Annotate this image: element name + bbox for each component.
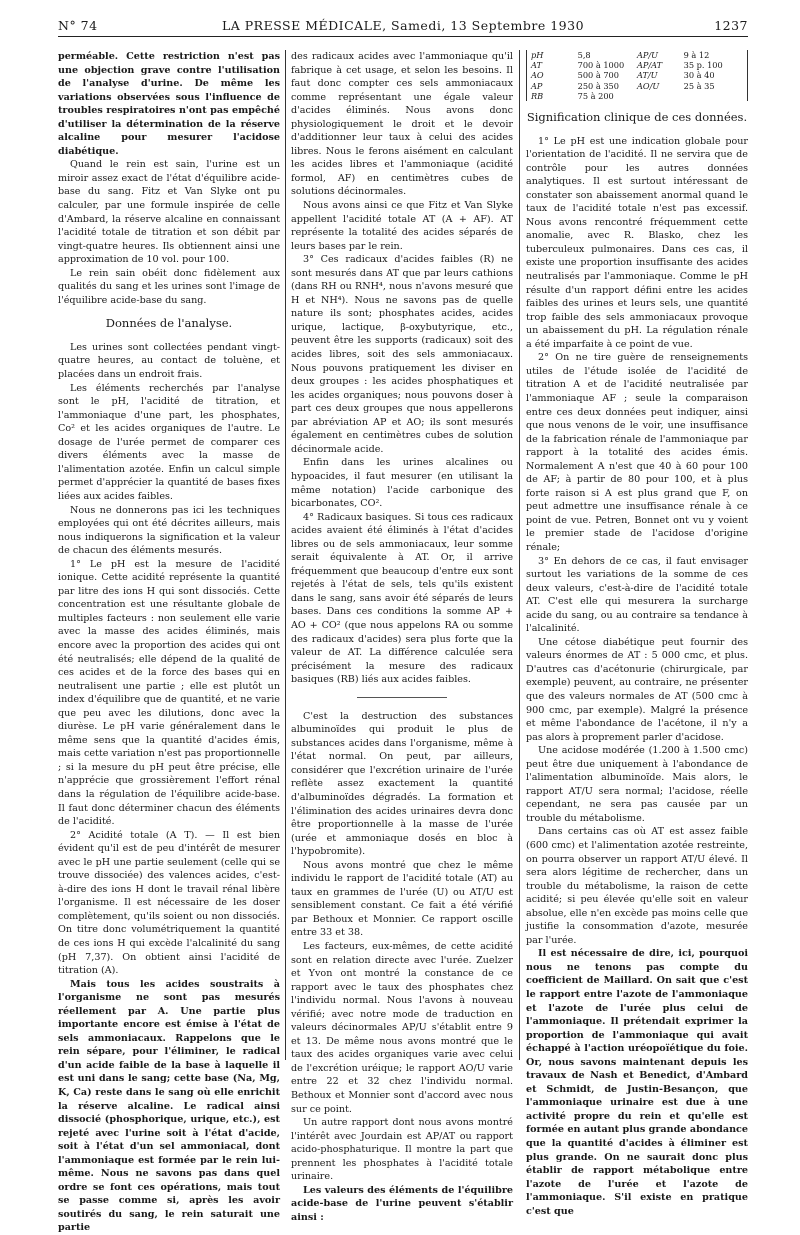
page-folio: 1237 [714,18,748,33]
column-3 [526,50,748,1217]
table-row [531,81,743,91]
paragraph: Dans certains cas où AT est assez faible (600 cmc) et l'alimentation azotée restreinte, on pourra observer un rapport AT/U élevé. Il sera alors légitime de rechercher, dans un trouble du métabolisme, la raison de cette acidité; si peu élevée qu'elle soit en valeur absolue, elle n'en excède pas moins celle que justifie la consommation d'azote, mesurée par l'urée. [526,826,748,946]
table-cell [637,91,684,101]
paragraph: 2° On ne tire guère de renseignements utiles de l'étude isolée de l'acidité de titration A et de l'acidité neutralisée par l'ammoniaque AF ; seule la comparaison entre ces deux données peut indiquer, ainsi que nous venons de le voir, une insuffisance de la fabrication rénale de l'ammoniaque par rapport à la totalité des acides émis. Normalement A n'est que 40 à 60 pour 100 de AF; à partir de 80 pour 100, et à plus forte raison si A est plus grand que F, on peut admettre une insuffisance rénale à ce point de vue. Petren, Bonnet ont vu y voient le premier stade de l'acidose d'origine rénale; [526,352,748,553]
table-cell: AT/U [636,70,658,81]
table-cell: RB [531,90,544,101]
paragraph: 3° En dehors de ce cas, il faut envisager surtout les variations de la somme de ces deux valeurs, c'est-à-dire de l'acidité totale AT. C'est elle qui mesurera la surcharge acide du sang, ou au contraire sa tendance à l'alcalinité. [526,555,748,635]
running-header [58,18,748,34]
table-cell: AP [531,80,543,91]
table-cell: 25 à 35 [683,80,715,91]
paragraph: Les valeurs des éléments de l'équilibre acide-base de l'urine peuvent s'établir ainsi : [291,1184,513,1223]
section-heading: Signification clinique de ces données. [526,110,748,125]
paragraph: Nous avons ainsi ce que Fitz et Van Slyke appellent l'acidité totale AT (A + AF). AT représente la totalité des acides séparés de leurs bases par le rein. [291,200,513,252]
table-row [531,60,743,70]
table-cell: AO [531,70,544,81]
paragraph: Enfin dans les urines alcalines ou hypoacides, il faut mesurer (en utilisant la même notation) l'acide carbonique des bicarbonates, CO². [291,457,513,510]
paragraph: Une acidose modérée (1.200 à 1.500 cmc) peut être due uniquement à l'abondance de l'alimentation albuminoïde. Mais alors, le rapport AT/U sera normal; l'acidose, réelle cependant, ne sera pas causée par un trouble du métabolisme. [526,745,748,824]
table-cell: AP/U [636,50,659,60]
table-cell: 75 à 200 [577,90,614,101]
paragraph: Nous ne donnerons pas ici les techniques employées qui ont été décrites ailleurs, mais nous indiquerons la signification et la valeur de chacun des éléments mesurés. [58,504,280,557]
paragraph: 4° Radicaux basiques. Si tous ces radicaux acides avaient été éliminés à l'état d'acides libres ou de sels ammoniacaux, leur somme serait équivalente à AT. Or, il arrive fréquemment que beaucoup d'entre eux sont rejetés à l'état de sels, tels qu'ils existent dans le sang, sans avoir été séparés de leurs bases. Dans ces conditions la somme AP + AO + CO² (que nous appelons RA ou somme des radicaux d'acides) sera plus forte que la valeur de AT. La différence calculée sera précisément la mesure des radicaux basiques (RB) liés aux acides faibles. [291,511,513,686]
paragraph: 2° Acidité totale (A T). — Il est bien évident qu'il est de peu d'intérêt de mesurer avec le pH une partie seulement (celle qui se trouve dissociée) des valences acides, c'est-à-dire des ions H dont le travail rénal libère l'organisme. Il est nécessaire de les doser complètement, qu'ils soient ou non dissociés. On titre donc volumétriquement la quantité de ces ions H qui excède l'alcalinité du sang (pH 7,37). On obtient ainsi l'acidité de titration (A). [58,829,280,977]
paragraph: des radicaux acides avec l'ammoniaque qu'il fabrique à cet usage, et selon les besoins. Il faut donc compter ces sels ammoniacaux comme représentant une égale valeur d'acides éliminés. Nous avons donc physiologiquement le droit et le devoir d'additionner leur taux à celui des acides libres. Nous le ferons aisément en calculant les acides libres et l'ammoniaque (acidité formol, AF) en centimètres cubes de solutions décinormales. [291,51,513,198]
paragraph: 1° Le pH est la mesure de l'acidité ionique. Cette acidité représente la quantité par litre des ions H qui sont dissociés. Cette concentration est une résultante globale de multiples facteurs : non seulement elle varie avec la masse des acides éliminés, mais encore avec la proportion des acides qui ont été neutralisés; elle dépend de la qualité de ces acides et de la force des bases qui en neutralisent une partie ; elle est plutôt un index d'équilibre que de quantité, et ne varie que peu avec les dilutions, donc avec la diurèse. Le pH varie généralement dans le même sens que la quantité d'acides émis, mais cette variation n'est pas proportionnelle ; si la mesure du pH peut être précise, elle n'apprécie que grossièrement l'effort rénal dans la régulation de l'équilibre acide-base. Il faut donc déterminer chacun des éléments de l'acidité. [58,558,280,828]
journal-title: LA PRESSE MÉDICALE, Samedi, 13 Septembre 1930 [221,18,585,33]
table-cell: AO/U [636,80,660,91]
values-table [531,50,743,101]
paragraph: C'est la destruction des substances albuminoïdes qui produit le plus de substances acides dans l'organisme, même à l'état normal. On peut, par ailleurs, considérer que l'excrétion urinaire de l'urée reflète assez exactement la quantité d'albuminoïdes dégradés. La formation et l'élimination des acides urinaires devra donc être proportionnelle à la masse de l'urée (urée et ammoniaque dosés en bloc à l'hypobromite). [291,710,513,858]
section-heading: Données de l'analyse. [105,316,233,331]
paragraph: Nous avons montré que chez le même individu le rapport de l'acidité totale (AT) au taux en grammes de l'urée (U) ou AT/U est sensiblement constant. Ce fait a été vérifié par Bethoux et Monnier. Ce rapport oscille entre 33 et 38. [291,859,513,939]
column-2 [291,50,513,1223]
paragraph: 3° Ces radicaux d'acides faibles (R) ne sont mesurés dans AT que par leurs cathions (dans RH ou RNH⁴, nous n'avons mesuré que H et NH⁴). Nous ne savons pas de quelle nature ils sont; phosphates acides, acides urique, lactique, β-oxybutyrique, etc., peuvent être les supports (radicaux) soit des acides libres, soit des sels ammoniacaux. Nous pouvons pratiquement les diviser en deux groupes : les acides phosphatiques et les acides organiques; nous pouvons doser à part ces deux groupes que nous appellerons par abréviation AP et AO; ils sont mesurés également en centimètres cubes de solution décinormale acide. [291,254,513,455]
table-row [531,50,743,60]
issue-number: N° 74 [58,18,98,33]
paragraph: Un autre rapport dont nous avons montré l'intérêt avec Jourdain est AP/AT ou rapport acido-phosphaturique. Il montre la part que prennent les phosphates à l'acidité totale urinaire. [291,1117,513,1183]
paragraph: perméable. Cette restriction n'est pas une objection grave contre l'utilisation de l'analyse d'urine. De même les variations observées sous l'influence de troubles respiratoires n'ont pas empêché d'utiliser la détermination de la réserve alcaline pour mesurer l'acidose diabétique. [58,51,280,157]
values-table-frame [526,50,748,101]
table-cell: 500 à 700 [577,70,619,81]
column-divider [519,50,520,1060]
paragraph: Les facteurs, eux-mêmes, de cette acidité sont en relation directe avec l'urée. Zuelzer et Yvon ont montré la constance de ce rapport avec le taux des phosphates chez l'individu normal. Nous l'avons à nouveau vérifié; avec notre mode de traduction en valeurs décinormales AP/U s'établit entre 9 et 13. De même nous avons montré que le taux des acides organiques varie avec celui de l'excrétion uréique; le rapport AO/U varie entre 22 et 32 chez l'individu normal. Bethoux et Monnier sont d'accord avec nous sur ce point. [291,941,513,1115]
table-cell: 35 p. 100 [683,60,723,71]
table-cell [684,91,743,101]
paragraph: Mais tous les acides soustraits à l'organisme ne sont pas mesurés réellement par A. Une partie plus importante encore est émise à l'état de sels ammoniacaux. Rappelons que le rein sépare, pour l'éliminer, le radical d'un acide faible de la base à laquelle il est uni dans le sang; cette base (Na, Mg, K, Ca) reste dans le sang où elle enrichit la réserve alcaline. Le radical ainsi dissocié (phosphorique, urique, etc.), est rejeté avec l'urine soit à l'état d'acide, soit à l'état d'un sel ammoniacal, dont l'ammoniaque est formée par le rein lui-même. Nous ne savons pas dans quel ordre se font ces opérations, mais tout se passe comme si, après les avoir soutirés du sang, le rein saturait une partie [58,978,280,1234]
table-cell: AT [531,60,542,71]
paragraph: Il est nécessaire de dire, ici, pourquoi nous ne tenons pas compte du coefficient de Maillard. On sait que c'est le rapport entre l'azote de l'ammoniaque et l'azote de l'urée plus celui de l'ammoniaque. Il prétendait exprimer la proportion de l'ammoniaque qui avait échappé à l'action uréopoïétique du foie. Or, nous savons maintenant depuis les travaux de Nash et Benedict, d'Ambard et Schmidt, de Justin-Besançon, que l'ammoniaque urinaire est due à une activité propre du rein et qu'elle est formée en autant plus grande abondance que la quantité d'acides à éliminer est plus grande. On ne saurait donc plus établir de rapport métabolique entre l'azote de l'urée et l'azote de l'ammoniaque. S'il existe en pratique c'est que [526,948,748,1217]
table-cell: pH [531,50,544,60]
table-row [531,70,743,80]
header-rule [58,36,748,37]
table-cell: AP/AT [636,60,663,71]
table-cell: 250 à 350 [577,80,619,91]
table-cell: 30 à 40 [683,70,715,81]
table-cell: 9 à 12 [683,50,710,60]
paragraph: 1° Le pH est une indication globale pour l'orientation de l'acidité. Il ne servira que de contrôle pour les autres données analytiques. Il est surtout intéressant de constater son abaissement anormal quand le taux de l'acidité totale n'est pas excessif. Nous avons rencontré fréquemment cette anomalie, avec R. Blasko, chez les tuberculeux pulmonaires. Dans ces cas, il existe une proportion insuffisante des acides neutralisés par l'ammoniaque. Comme le pH résulte d'un rapport défini entre les acides faibles des urines et leurs sels, une quantité trop faible des sels ammoniacaux provoque un abaissement du pH. La régulation rénale a été imparfaite à ce point de vue. [526,135,748,350]
paragraph: Quand le rein est sain, l'urine est un miroir assez exact de l'état d'équilibre acide-base du sang. Fitz et Van Slyke ont pu calculer, par une formule inspirée de celle d'Ambard, la réserve alcaline en connaissant l'acidité totale de titration et son débit par vingt-quatre heures. Ils obtiennent ainsi une approximation de 10 vol. pour 100. [58,159,280,266]
paragraph: Les éléments recherchés par l'analyse sont le pH, l'acidité de titration, et l'ammoniaque d'une part, les phosphates, Co² et les acides organiques de l'autre. Le dosage de l'urée permet de comparer ces divers éléments avec la masse de l'alimentation azotée. Enfin un calcul simple permet d'apprécier la quantité de bases fixes liées aux acides faibles. [58,382,280,502]
table-cell: 5,8 [577,50,591,60]
column-1 [58,50,280,1234]
separator-rule [357,697,447,698]
table-cell: 700 à 1000 [577,60,625,71]
paragraph: Une cétose diabétique peut fournir des valeurs énormes de AT : 5 000 cmc, et plus. D'autres cas d'acétonurie (chirurgicale, par exemple) peuvent, au contraire, ne présenter que des valeurs normales de AT (500 cmc à 900 cmc, par exemple). Malgré la présence et même l'abondance de l'acétone, il n'y a pas alors à proprement parler d'acidose. [526,636,748,743]
paragraph: Les urines sont collectées pendant vingt-quatre heures, au contact de toluène, et placées dans un endroit frais. [58,341,280,381]
column-divider [285,50,286,1060]
table-row [531,91,743,101]
paragraph: Le rein sain obéit donc fidèlement aux qualités du sang et les urines sont l'image de l'équilibre acide-base du sang. [58,267,280,306]
